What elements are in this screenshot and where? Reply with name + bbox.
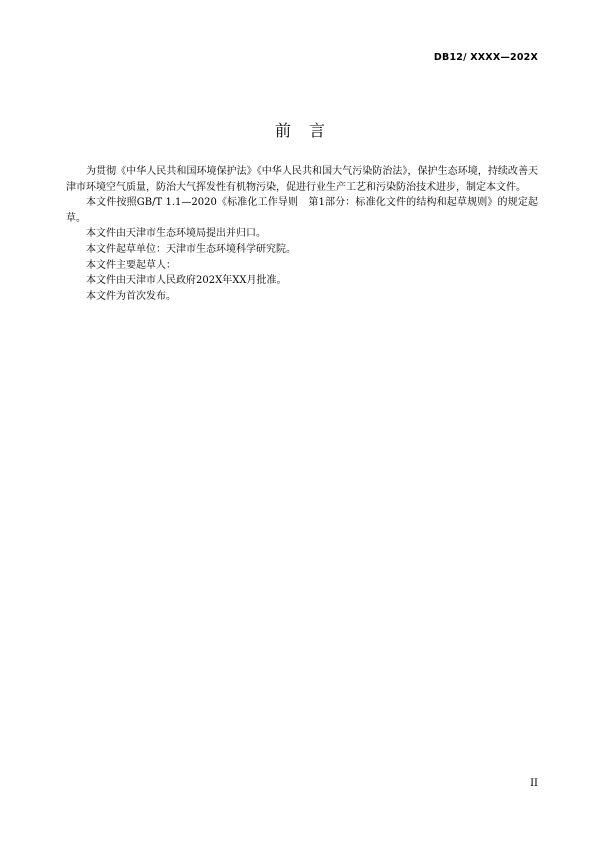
paragraph-drafting-rules: 本文件按照GB/T 1.1—2020《标准化工作导则 第1部分：标准化文件的结构和起草规则》的规定起草。: [66, 197, 538, 224]
foreword-body: [66, 164, 538, 304]
page-title: 前言: [274, 121, 343, 140]
paragraph-drafting-unit: 本文件起草单位：天津市生态环境科学研究院。: [86, 243, 296, 255]
paragraph-proposer: 本文件由天津市生态环境局提出并归口。: [86, 228, 266, 240]
document-code: DB12/ XXXX—202X: [433, 52, 538, 63]
page-number: II: [530, 778, 538, 789]
paragraph-first-release: 本文件为首次发布。: [86, 290, 176, 302]
paragraph-drafters: 本文件主要起草人：: [86, 259, 176, 271]
paragraph-purpose: 为贯彻《中华人民共和国环境保护法》《中华人民共和国大气污染防治法》，保护生态环境，持续改善天津市环境空气质量，防治大气挥发性有机物污染，促进行业生产工艺和污染防治技术进步，制定本文件。: [66, 166, 538, 193]
paragraph-approval: 本文件由天津市人民政府202X年XX月批准。: [86, 275, 287, 287]
